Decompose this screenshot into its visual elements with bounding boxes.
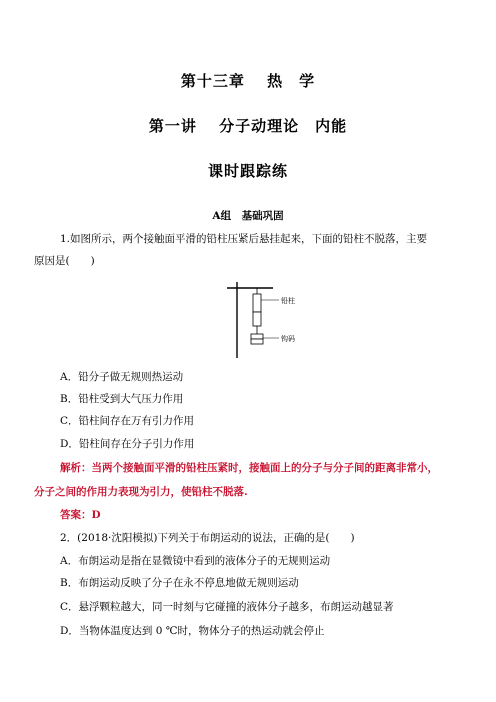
q2-option-c: C．悬浮颗粒越大，同一时刻与它碰撞的液体分子越多，布朗运动越显著 [60, 601, 394, 613]
q1-option-c: C．铅柱间存在万有引力作用 [60, 415, 195, 427]
upper-lead-cylinder [253, 294, 261, 312]
q2-option-b: B．布朗运动反映了分子在永不停息地做无规则运动 [60, 577, 299, 589]
answer-value: D [91, 509, 101, 521]
lead-label: 铅柱 [281, 297, 295, 305]
weight-bottom [251, 339, 263, 344]
q1-analysis-line1 [60, 461, 496, 475]
chapter-title: 第十三章 热 学 [180, 72, 316, 90]
q2-option-d: D．当物体温度达到 0 ℃时，物体分子的热运动就会停止 [60, 625, 325, 637]
answer-label: 答案： [60, 509, 92, 521]
weight-top [251, 334, 263, 339]
lead-cylinder-figure [225, 280, 325, 360]
lower-lead-cylinder [253, 312, 261, 326]
practice-title: 课时跟踪练 [207, 162, 288, 180]
weight-label: 钩码 [281, 335, 295, 343]
q2-stem: 2．(2018·沈阳模拟)下列关于布朗运动的说法，正确的是( ) [60, 532, 355, 544]
q1-option-a: A．铅分子做无规则热运动 [60, 371, 184, 383]
q1-analysis-line2: 分子之间的作用力表现为引力，使铅柱不脱落. [34, 486, 248, 498]
q1-stem-line2: 原因是( ) [34, 255, 95, 267]
section-label: A组 基础巩固 [212, 210, 284, 222]
lecture-title: 第一讲 分子动理论 内能 [148, 117, 348, 135]
q1-option-d: D．铅柱间存在分子引力作用 [60, 438, 195, 450]
q2-option-a: A．布朗运动是指在显微镜中看到的液体分子的无规则运动 [60, 555, 331, 567]
analysis-text: 当两个接触面平滑的铅柱压紧时，接触面上的分子与分子间的距离非常小， [91, 462, 438, 474]
q1-option-b: B．铅柱受到大气压力作用 [60, 393, 184, 405]
q1-answer [60, 508, 496, 522]
analysis-label: 解析： [60, 462, 92, 474]
q1-stem-line1: 1.如图所示，两个接触面平滑的铅柱压紧后悬挂起来，下面的铅柱不脱落，主要 [60, 233, 428, 245]
